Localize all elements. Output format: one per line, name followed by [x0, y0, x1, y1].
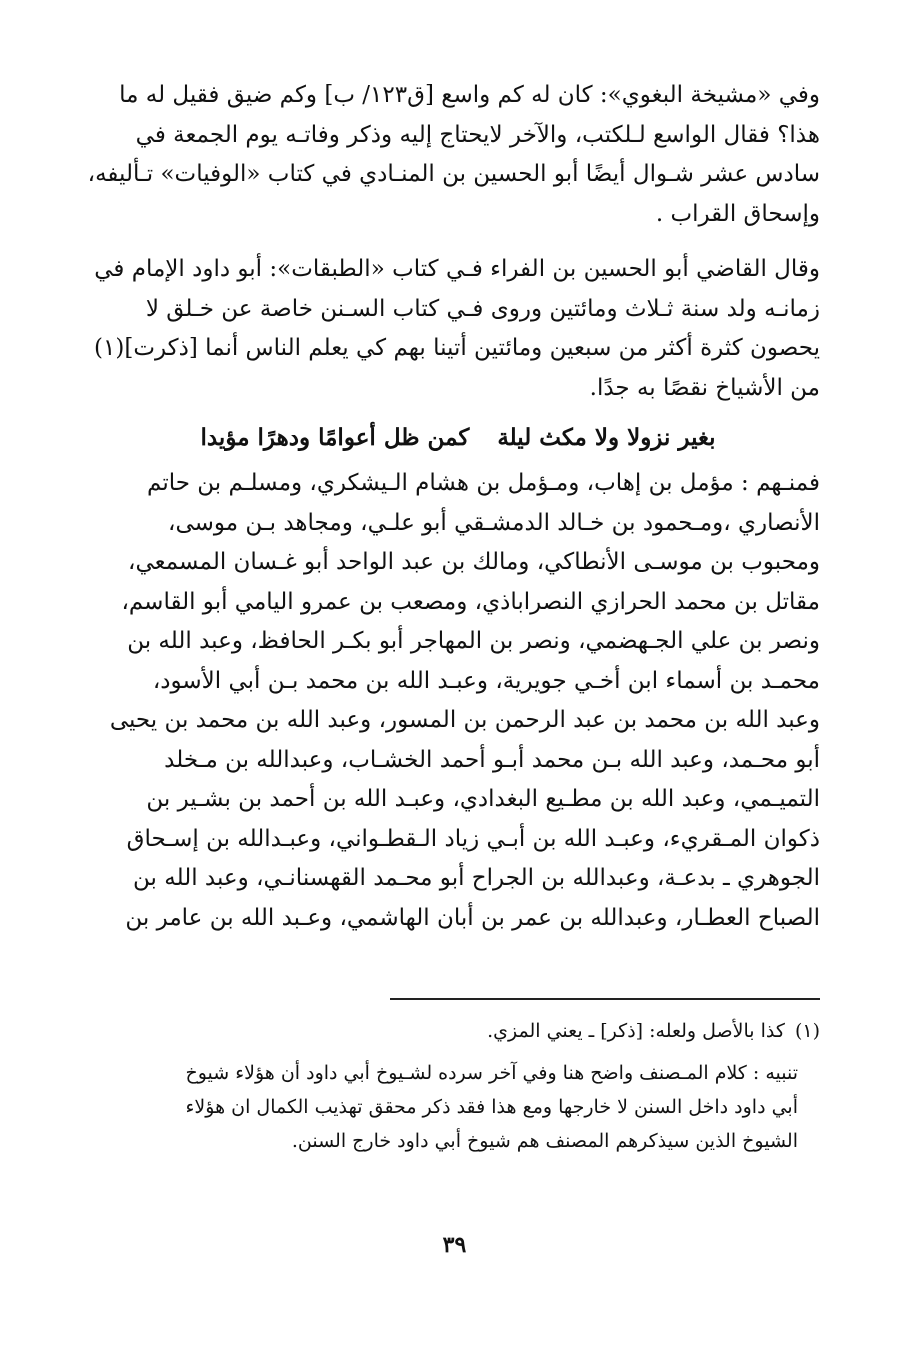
paragraph-baghawi: [87, 76, 820, 234]
text-line: يحصون كثرة أكثر من سبعين ومائتين أتينا بهم كي يعلم الناس أنما [ذكرت](١): [94, 335, 820, 361]
text-line: محمـد بن أسماء ابن أخـي جويرية، وعبـد الله بن محمد بـن أبي الأسود،: [152, 667, 820, 694]
text-line: ونصر بن علي الجـهضمي، ونصر بن المهاجر أبو بكـر الحافظ، وعبد الله بن: [127, 628, 820, 654]
text-line: ذكوان المـقريء، وعبـد الله بن أبـي زياد الـقطـواني، وعبـدالله بن إسـحاق: [126, 825, 820, 852]
text-line: الأنصاري ،ومـحمود بن خـالد الدمشـقي أبو علـي، ومجاهد بـن موسى،: [168, 509, 820, 536]
text-line: وإسحاق القراب .: [655, 200, 820, 227]
note-line: الشيوخ الذين سيذكرهم المصنف هم شيوخ أبي داود خارج السنن.: [291, 1130, 798, 1152]
footnote-text: كذا بالأصل ولعله: [ذكر] ـ يعني المزي.: [487, 1020, 785, 1042]
text-line: فمنـهم : مؤمل بن إهاب، ومـؤمل بن هشام الـيشكري، ومسلـم بن حاتم: [147, 470, 820, 496]
text-line: وعبد الله بن محمد بن عبد الرحمن بن المسور، وعبد الله بن محمد بن يحيى: [109, 707, 820, 733]
footnote-marker: (١): [794, 1020, 820, 1042]
paragraph-teachers-list: [96, 464, 820, 938]
verse-first-hemistich: بغير نزولا ولا مكث ليلة: [497, 424, 716, 451]
footnote-1: [96, 1014, 820, 1048]
text-line: الصباح العطـار، وعبدالله بن عمر بن أبان الهاشمي، وعـبد الله بن عامر بن: [125, 904, 820, 931]
text-line: وقال القاضي أبو الحسين بن الفراء فـي كتاب «الطبقات»: أبو داود الإمام في: [94, 256, 820, 282]
paragraph-ibn-alfarra: [96, 250, 820, 408]
text-line: زمانـه ولد سنة ثـلاث ومائتين وروى فـي كتاب السـنن خاصة عن خـلق لا: [145, 295, 820, 322]
text-line: مقاتل بن محمد الحرازي النصراباذي، ومصعب بن عمرو اليامي أبو القاسم،: [121, 588, 820, 615]
footnote-divider: [390, 998, 820, 1000]
text-line: وفي «مشيخة البغوي»: كان له كم واسع [ق١٢٣/ ب] وكم ضيق فقيل له ما: [119, 82, 820, 108]
text-line: التميـمي، وعبد الله بن مطـيع البغدادي، وعبـد الله بن أحمد بن بشـير بن: [146, 786, 820, 812]
footnotes: [96, 1014, 820, 1158]
note-line: تنبيه : كلام المـصنف واضح هنا وفي آخر سرده لشـيوخ أبي داود أن هؤلاء شيوخ: [185, 1062, 798, 1084]
text-line: الجوهري ـ بدعـة، وعبدالله بن الجراح أبو محـمد القهسنانـي، وعبد الله بن: [133, 865, 820, 891]
text-line: سادس عشر شـوال أيضًا أبو الحسين بن المنـادي في كتاب «الوفيات» تـأليفه،: [87, 161, 820, 187]
text-line: هذا؟ فقال الواسع لـلكتب، والآخر لايحتاج إليه وذكر وفاتـه يوم الجمعة في: [135, 121, 820, 148]
note-line: أبي داود داخل السنن لا خارجها ومع هذا فقد ذكر محقق تهذيب الكمال ان هؤلاء: [185, 1096, 798, 1118]
page-number: ٣٩: [442, 1232, 467, 1258]
editor-note: [96, 1056, 820, 1158]
page-body: [87, 76, 820, 938]
poetry-verse: [96, 418, 820, 458]
text-line: من الأشياخ نقصًا به جدًا.: [589, 374, 820, 401]
text-line: أبو محـمد، وعبد الله بـن محمد أبـو أحمد الخشـاب، وعبدالله بن مـخلد: [164, 746, 820, 773]
text-line: ومحبوب بن موسـى الأنطاكي، ومالك بن عبد الواحد أبو غـسان المسمعي،: [128, 549, 820, 575]
verse-second-hemistich: كمن ظل أعوامًا ودهرًا مؤيدا: [200, 424, 470, 451]
